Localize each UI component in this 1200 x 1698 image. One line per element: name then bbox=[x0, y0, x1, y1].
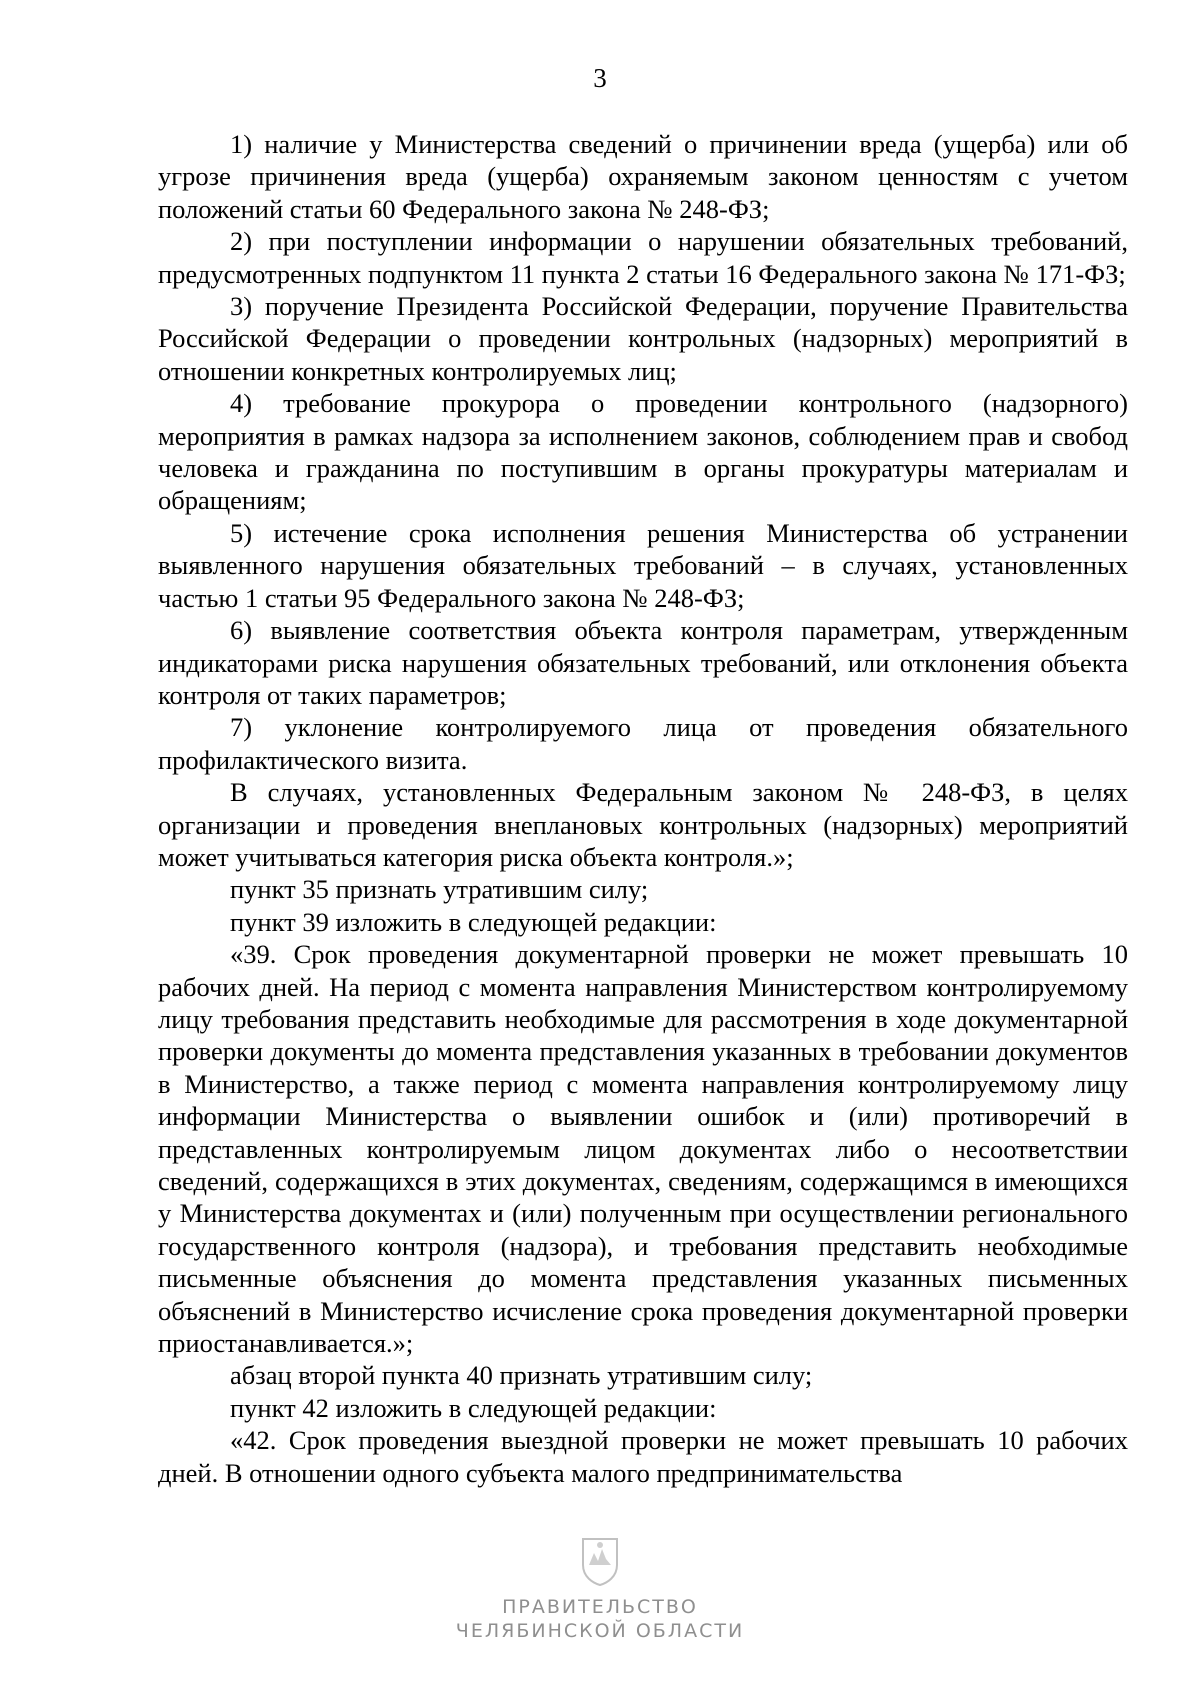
paragraph-11: «39. Срок проведения документарной проверки не может превышать 10 рабочих дней. На период с момента направления Министерством контролируемому лицу требования представить необходимые для рассмотрения в ходе документарной проверки документы до момента представления указанных в требовании документов в Министерство, а также период с момента направления контролируемому лицу информации Министерства о выявлении ошибок и (или) противоречий в представленных контролируемым лицом документах либо о несоответствии сведений, содержащихся в этих документах, сведениям, содержащимся в имеющихся у Министерства документах и (или) полученным при осуществлении регионального государственного контроля (надзора), и требования представить необходимые письменные объяснения до момента представления указанных письменных объяснений в Министерство исчисление срока проведения документарной проверки приостанавливается.»; bbox=[158, 939, 1128, 1359]
paragraph-10: пункт 39 изложить в следующей редакции: bbox=[230, 906, 717, 937]
paragraph-12: абзац второй пункта 40 признать утратившим силу; bbox=[230, 1360, 813, 1391]
stamp-line-2: ЧЕЛЯБИНСКОЙ ОБЛАСТИ bbox=[455, 1620, 745, 1642]
stamp-line-1: ПРАВИТЕЛЬСТВО bbox=[502, 1596, 698, 1618]
document-body bbox=[158, 128, 1128, 1489]
coat-of-arms-icon bbox=[579, 1535, 621, 1587]
paragraph-14: «42. Срок проведения выездной проверки не может превышать 10 рабочих дней. В отношении одного субъекта малого предпринимательства bbox=[158, 1425, 1128, 1488]
paragraph-4: 4) требование прокурора о проведении контрольного (надзорного) мероприятия в рамках надзора за исполнением законов, соблюдением прав и свобод человека и гражданина по поступившим в органы прокуратуры материалам и обращениям; bbox=[158, 388, 1128, 516]
paragraph-13: пункт 42 изложить в следующей редакции: bbox=[230, 1392, 717, 1423]
paragraph-5: 5) истечение срока исполнения решения Министерства об устранении выявленного нарушения обязательных требований – в случаях, установленных частью 1 статьи 95 Федерального закона № 248-ФЗ; bbox=[158, 517, 1128, 613]
page-number: 3 bbox=[593, 63, 607, 93]
paragraph-7: 7) уклонение контролируемого лица от проведения обязательного профилактического визита. bbox=[158, 712, 1128, 775]
paragraph-2: 2) при поступлении информации о нарушении обязательных требований, предусмотренных подпунктом 11 пункта 2 статьи 16 Федерального закона № 171-ФЗ; bbox=[158, 226, 1128, 289]
paragraph-9: пункт 35 признать утратившим силу; bbox=[230, 874, 649, 905]
paragraph-3: 3) поручение Президента Российской Федерации, поручение Правительства Российской Федерации о проведении контрольных (надзорных) мероприятий в отношении конкретных контролируемых лиц; bbox=[158, 291, 1128, 386]
paragraph-8: В случаях, установленных Федеральным законом № 248-ФЗ, в целях организации и проведения внеплановых контрольных (надзорных) мероприятий может учитываться категория риска объекта контроля.»; bbox=[158, 777, 1128, 872]
paragraph-1: 1) наличие у Министерства сведений о причинении вреда (ущерба) или об угрозе причинения вреда (ущерба) охраняемым законом ценностям с учетом положений статьи 60 Федерального закона № 248-ФЗ; bbox=[158, 129, 1128, 224]
government-stamp bbox=[0, 1535, 1200, 1643]
paragraph-6: 6) выявление соответствия объекта контроля параметрам, утвержденным индикаторами риска нарушения обязательных требований, или отклонения объекта контроля от таких параметров; bbox=[158, 615, 1128, 710]
